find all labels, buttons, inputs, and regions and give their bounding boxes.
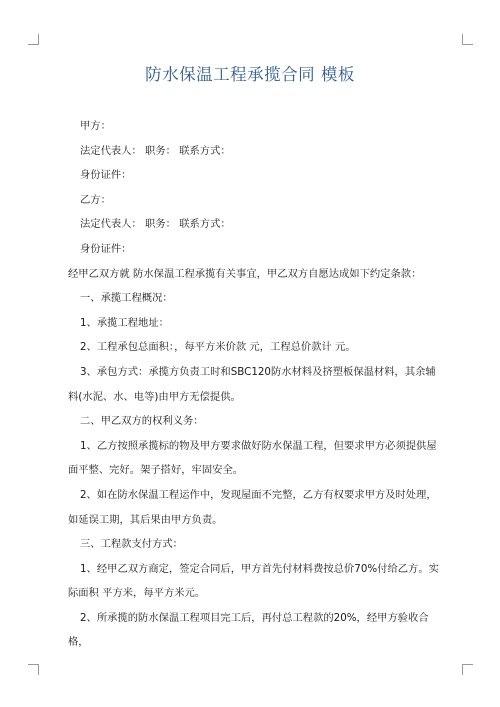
corner-mark-bottom-left [28, 664, 39, 675]
party-a-id: 身份证件： [80, 169, 132, 182]
clause-1-3: 3、承包方式：承揽方负责工时和SBC120防水材料及挤塑板保温材料，其余辅料(水泥、水、电等)由甲方无偿提供。 [68, 365, 436, 403]
corner-mark-bottom-right [462, 664, 473, 675]
section-1-heading: 一、承揽工程概况： [80, 292, 173, 305]
clause-1-1: 1、承揽工程地址： [80, 316, 169, 329]
party-b-label: 乙方： [80, 193, 111, 206]
party-a-representative: 法定代表人： 职务： 联系方式： [80, 144, 231, 157]
corner-mark-top-right [462, 34, 473, 45]
party-b-representative: 法定代表人： 职务： 联系方式： [80, 218, 231, 231]
corner-mark-top-left [28, 34, 39, 45]
clause-2-1: 1、乙方按照承揽标的物及甲方要求做好防水保温工程，但要求甲方必须提供屋面平整、完好。架子搭好，牢固安全。 [68, 439, 437, 477]
clause-2-2: 2、如在防水保温工程运作中，发现屋面不完整，乙方有权要求甲方及时处理，如延误工期，其后果由甲方负责。 [68, 488, 437, 526]
section-2-heading: 二、甲乙双方的权利义务： [80, 415, 204, 428]
clause-3-2: 2、所承揽的防水保温工程项目完工后，再付总工程款的20%，经甲方验收合格， [68, 611, 429, 649]
clause-3-1: 1、经甲乙双方商定，签定合同后，甲方首先付材料费按总价70%付给乙方。实际面积 平方米，每平方米元。 [68, 562, 439, 600]
party-b-id: 身份证件： [80, 242, 132, 255]
preamble: 经甲乙双方就 防水保温工程承揽有关事宜，甲乙双方自愿达成如下约定条款： [68, 267, 422, 280]
document-body [68, 114, 440, 655]
section-3-heading: 三、工程款支付方式： [80, 538, 183, 551]
party-a-label: 甲方： [80, 120, 111, 132]
clause-1-2: 2、工程承包总面积：，每平方米价款 元，工程总价款计 元。 [80, 341, 356, 354]
document-title: 防水保温工程承揽合同 模板 [145, 65, 355, 84]
